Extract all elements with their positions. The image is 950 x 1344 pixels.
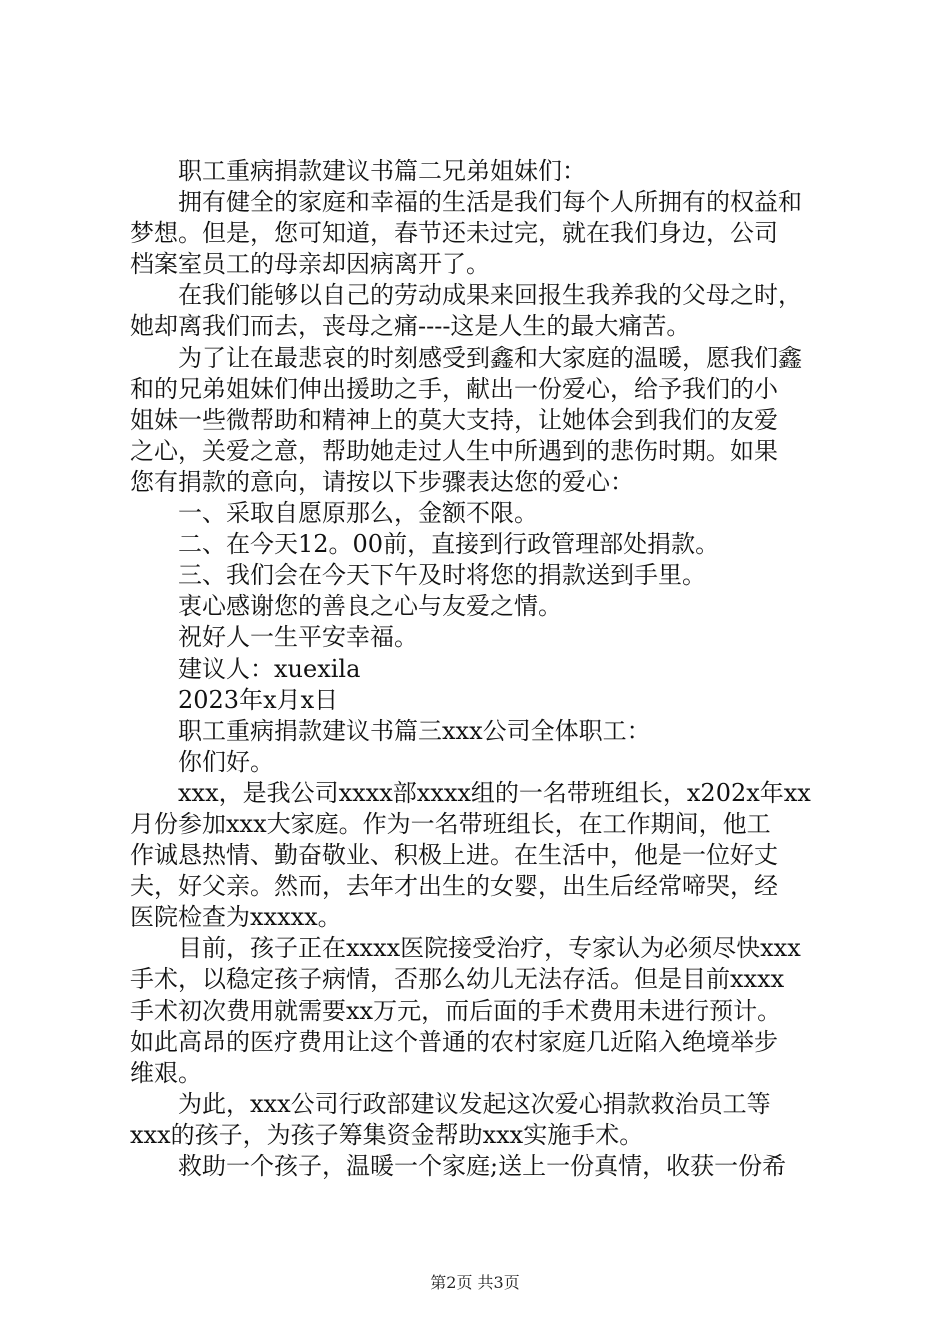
text-line: 在我们能够以自己的劳动成果来回报生我养我的父母之时， — [178, 281, 802, 310]
paragraph — [130, 778, 840, 933]
paragraph — [130, 622, 840, 653]
text-line: 她却离我们而去，丧母之痛----这是人生的最大痛苦。 — [130, 312, 691, 341]
text-line: 之心，关爱之意，帮助她走过人生中所遇到的悲伤时期。如果 — [130, 436, 778, 465]
paragraph — [130, 343, 840, 498]
text-line: 2023年x月x日 — [178, 685, 339, 714]
paragraph — [130, 529, 840, 560]
text-line: 三、我们会在今天下午及时将您的捐款送到手里。 — [178, 561, 706, 590]
text-line: 为此，xxx公司行政部建议发起这次爱心捐款救治员工等 — [178, 1089, 771, 1118]
page-footer: 第2页 共3页 — [430, 1273, 520, 1292]
text-line: 和的兄弟姐妹们伸出援助之手，献出一份爱心，给予我们的小 — [130, 374, 778, 403]
text-line: 建议人：xuexila — [178, 654, 361, 683]
text-line: xxx，是我公司xxxx部xxxx组的一名带班组长，x202x年xx — [178, 778, 811, 807]
paragraph — [130, 1151, 840, 1182]
text-line: 职工重病捐款建议书篇二兄弟姐妹们： — [178, 157, 586, 185]
paragraph — [130, 560, 840, 591]
text-line: 手术初次费用就需要xx万元，而后面的手术费用未进行预计。 — [130, 996, 782, 1025]
text-line: 目前，孩子正在xxxx医院接受治疗，专家认为必须尽快xxx — [178, 934, 801, 963]
paragraph — [130, 685, 840, 716]
paragraph — [130, 1089, 840, 1151]
text-line: 一、采取自愿原那么，金额不限。 — [178, 499, 538, 528]
text-line: 祝好人一生平安幸福。 — [178, 623, 418, 652]
text-line: 医院检查为xxxxx。 — [130, 903, 342, 932]
text-line: 月份参加xxx大家庭。作为一名带班组长，在工作期间，他工 — [130, 809, 771, 838]
paragraph — [130, 716, 840, 747]
paragraph — [130, 280, 840, 342]
paragraph — [130, 654, 840, 685]
paragraph — [130, 747, 840, 778]
document-body — [130, 156, 840, 1182]
text-line: 档案室员工的母亲却因病离开了。 — [130, 250, 490, 279]
text-line: 夫，好父亲。然而，去年才出生的女婴，出生后经常啼哭，经 — [130, 872, 778, 901]
text-line: 姐妹一些微帮助和精神上的莫大支持，让她体会到我们的友爱 — [130, 405, 778, 434]
paragraph — [130, 933, 840, 1088]
paragraph — [130, 187, 840, 280]
text-line: 救助一个孩子，温暖一个家庭;送上一份真情，收获一份希 — [178, 1152, 787, 1180]
text-line: 如此高昂的医疗费用让这个普通的农村家庭几近陷入绝境举步 — [130, 1027, 778, 1056]
text-line: 梦想。但是，您可知道，春节还未过完，就在我们身边，公司 — [130, 219, 778, 248]
text-line: 维艰。 — [130, 1058, 202, 1087]
text-line: 您有捐款的意向，请按以下步骤表达您的爱心： — [130, 467, 634, 496]
text-line: 衷心感谢您的善良之心与友爱之情。 — [178, 592, 562, 621]
text-line: xxx的孩子，为孩子筹集资金帮助xxx实施手术。 — [130, 1120, 644, 1149]
text-line: 你们好。 — [178, 747, 274, 776]
text-line: 作诚恳热情、勤奋敬业、积极上进。在生活中，他是一位好丈 — [130, 841, 778, 870]
text-line: 为了让在最悲哀的时刻感受到鑫和大家庭的温暖，愿我们鑫 — [178, 343, 802, 372]
text-line: 手术，以稳定孩子病情，否那么幼儿无法存活。但是目前xxxx — [130, 965, 785, 994]
text-line: 二、在今天12。00前，直接到行政管理部处捐款。 — [178, 530, 720, 559]
text-line: 职工重病捐款建议书篇三xxx公司全体职工： — [178, 716, 651, 745]
paragraph — [130, 156, 840, 187]
text-line: 拥有健全的家庭和幸福的生活是我们每个人所拥有的权益和 — [178, 188, 802, 217]
paragraph — [130, 498, 840, 529]
paragraph — [130, 591, 840, 622]
